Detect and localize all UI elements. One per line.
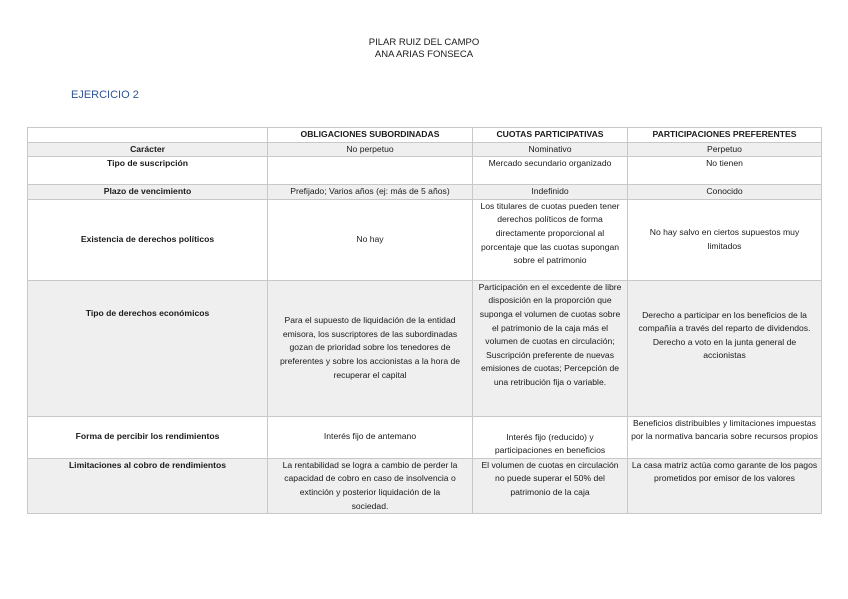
table-cell: Nominativo [473,142,628,157]
table-cell: No hay salvo en ciertos supuestos muy limitados [628,199,822,280]
table-row [28,416,822,458]
table-cell: Perpetuo [628,142,822,157]
row-label: Limitaciones al cobro de rendimientos [28,458,268,513]
table-cell: Indefinido [473,185,628,200]
column-header: CUOTAS PARTICIPATIVAS [473,128,628,143]
table-cell: Prefijado; Varios años (ej: más de 5 años) [268,185,473,200]
column-header: OBLIGACIONES SUBORDINADAS [268,128,473,143]
row-label: Tipo de derechos económicos [28,280,268,416]
table-cell [268,157,473,185]
column-header: PARTICIPACIONES PREFERENTES [628,128,822,143]
table-cell: La rentabilidad se logra a cambio de perder la capacidad de cobro en caso de insolvencia o extinción y posterior liquidación de la sociedad. [268,458,473,513]
table-cell: Mercado secundario organizado [473,157,628,185]
row-label: Carácter [28,142,268,157]
table-cell: Para el supuesto de liquidación de la entidad emisora, los suscriptores de las subordinadas gozan de prioridad sobre los tenedores de preferentes y sobre los accionistas a la hora de recuperar el capital [268,280,473,416]
table-cell: Conocido [628,185,822,200]
row-label: Plazo de vencimiento [28,185,268,200]
table-cell: No hay [268,199,473,280]
table-row [28,199,822,280]
author-name: PILAR RUIZ DEL CAMPO [368,37,480,48]
column-header [28,128,268,143]
table-cell: No tienen [628,157,822,185]
table-cell: Participación en el excedente de libre disposición en la proporción que suponga el volumen de cuotas sobre el patrimonio de la caja más el volumen de cuotas en circulación; Suscripción preferente de nuevas emisiones de cuotas; Percepción de una retribución fija o variable. [473,280,628,416]
row-label: Forma de percibir los rendimientos [28,416,268,458]
table-row [28,280,822,416]
table-row [28,142,822,157]
table-header-row [28,128,822,143]
table-cell: No perpetuo [268,142,473,157]
table-cell: Interés fijo de antemano [268,416,473,458]
table-row [28,458,822,513]
document-header [0,37,848,61]
table-cell: Beneficios distribuibles y limitaciones impuestas por la normativa bancaria sobre recursos propios [628,416,822,458]
table-cell: Interés fijo (reducido) y participaciones en beneficios [473,416,628,458]
table-cell: El volumen de cuotas en circulación no puede superar el 50% del patrimonio de la caja [473,458,628,513]
exercise-title: EJERCICIO 2 [71,89,139,101]
author-name: ANA ARIAS FONSECA [374,49,474,60]
row-label: Tipo de suscripción [28,157,268,185]
comparison-table [27,127,822,514]
table-row [28,185,822,200]
table-cell: Los titulares de cuotas pueden tener derechos políticos de forma directamente proporcional al porcentaje que las cuotas supongan sobre el patrimonio [473,199,628,280]
table-cell: La casa matriz actúa como garante de los pagos prometidos por emisor de los valores [628,458,822,513]
table-row [28,157,822,185]
row-label: Existencia de derechos políticos [28,199,268,280]
table-cell: Derecho a participar en los beneficios de la compañía a través del reparto de dividendos. Derecho a voto en la junta general de accionistas [628,280,822,416]
